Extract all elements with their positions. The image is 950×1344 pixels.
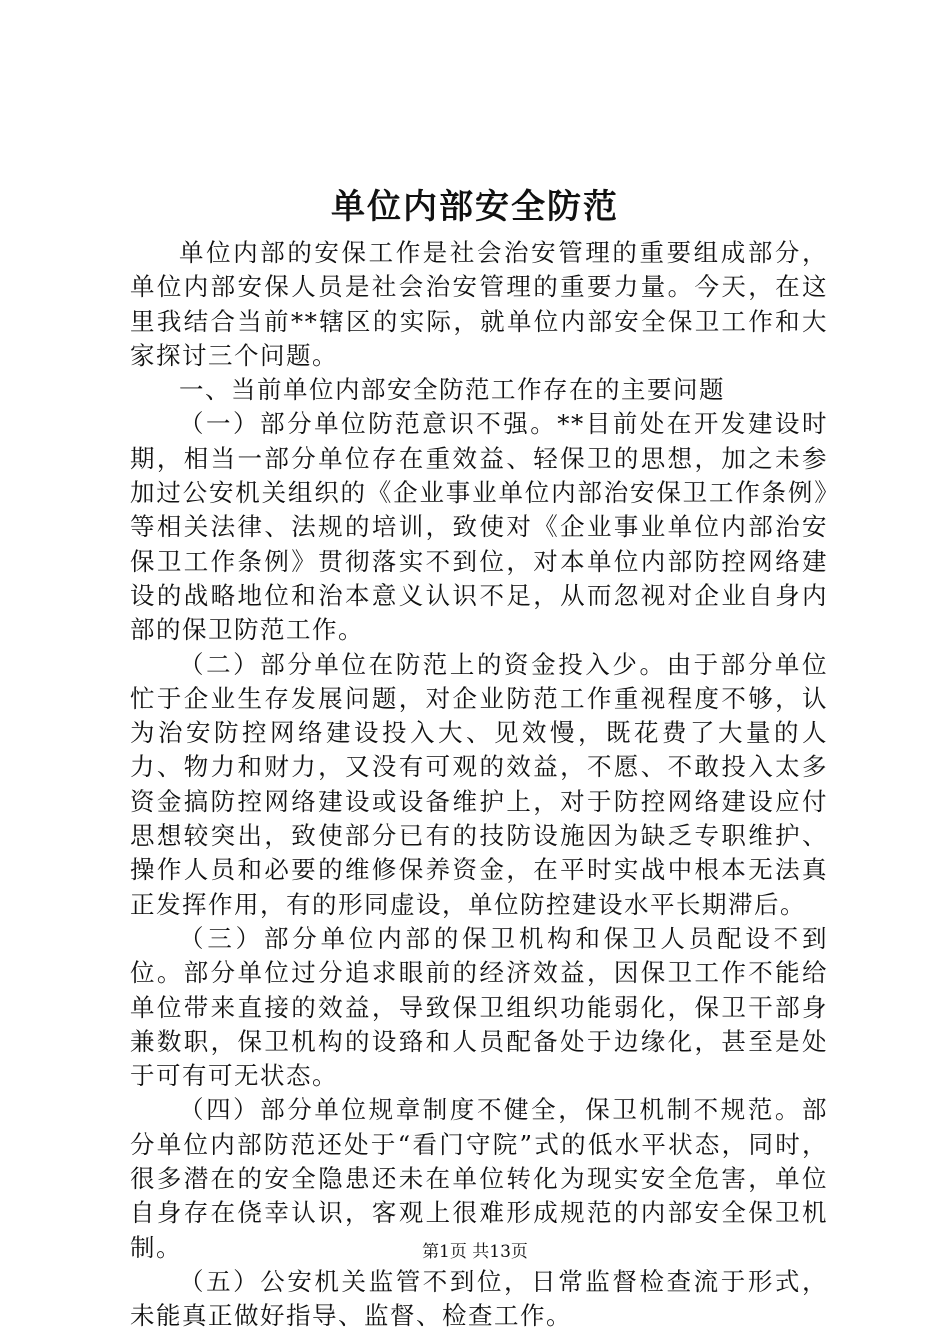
document-body	[130, 236, 828, 1334]
paragraph-item-3: （三）部分单位内部的保卫机构和保卫人员配设不到位。部分单位过分追求眼前的经济效益，因保卫工作不能给单位带来直接的效益，导致保卫组织功能弱化，保卫干部身兼数职，保卫机构的设臵和人员配备处于边缘化，甚至是处于可有可无状态。	[130, 923, 828, 1091]
paragraph-item-5: （五）公安机关监管不到位，日常监督检查流于形式，未能真正做好指导、监督、检查工作。	[130, 1266, 828, 1331]
paragraph-intro: 单位内部的安保工作是社会治安管理的重要组成部分，单位内部安保人员是社会治安管理的重要力量。今天，在这里我结合当前**辖区的实际，就单位内部安全保卫工作和大家探讨三个问题。	[130, 238, 828, 370]
paragraph-item-2: （二）部分单位在防范上的资金投入少。由于部分单位忙于企业生存发展问题，对企业防范工作重视程度不够，认为治安防控网络建设投入大、见效慢，既花费了大量的人力、物力和财力，又没有可观的效益，不愿、不敢投入太多资金搞防控网络建设或设备维护上，对于防控网络建设应付思想较突出，致使部分已有的技防设施因为缺乏专职维护、操作人员和必要的维修保养资金，在平时实战中根本无法真正发挥作用，有的形同虚设，单位防控建设水平长期滞后。	[130, 649, 828, 919]
paragraph-item-4: （四）部分单位规章制度不健全，保卫机制不规范。部分单位内部防范还处于“看门守院”式的低水平状态，同时，很多潜在的安全隐患还未在单位转化为现实安全危害，单位自身存在侥幸认识，客观上很难形成规范的内部安全保卫机制。	[130, 1095, 828, 1262]
section-heading-1: 一、当前单位内部安全防范工作存在的主要问题	[179, 375, 725, 405]
paragraph-item-1: （一）部分单位防范意识不强。**目前处在开发建设时期，相当一部分单位存在重效益、轻保卫的思想，加之未参加过公安机关组织的《企业事业单位内部治安保卫工作条例》等相关法律、法规的培训，致使对《企业事业单位内部治安保卫工作条例》贯彻落实不到位，对本单位内部防控网络建设的战略地位和治本意义认识不足，从而忽视对企业自身内部的保卫防范工作。	[130, 409, 828, 645]
document-title: 单位内部安全防范	[331, 187, 619, 227]
page-footer: 第1页 共13页	[422, 1242, 528, 1262]
